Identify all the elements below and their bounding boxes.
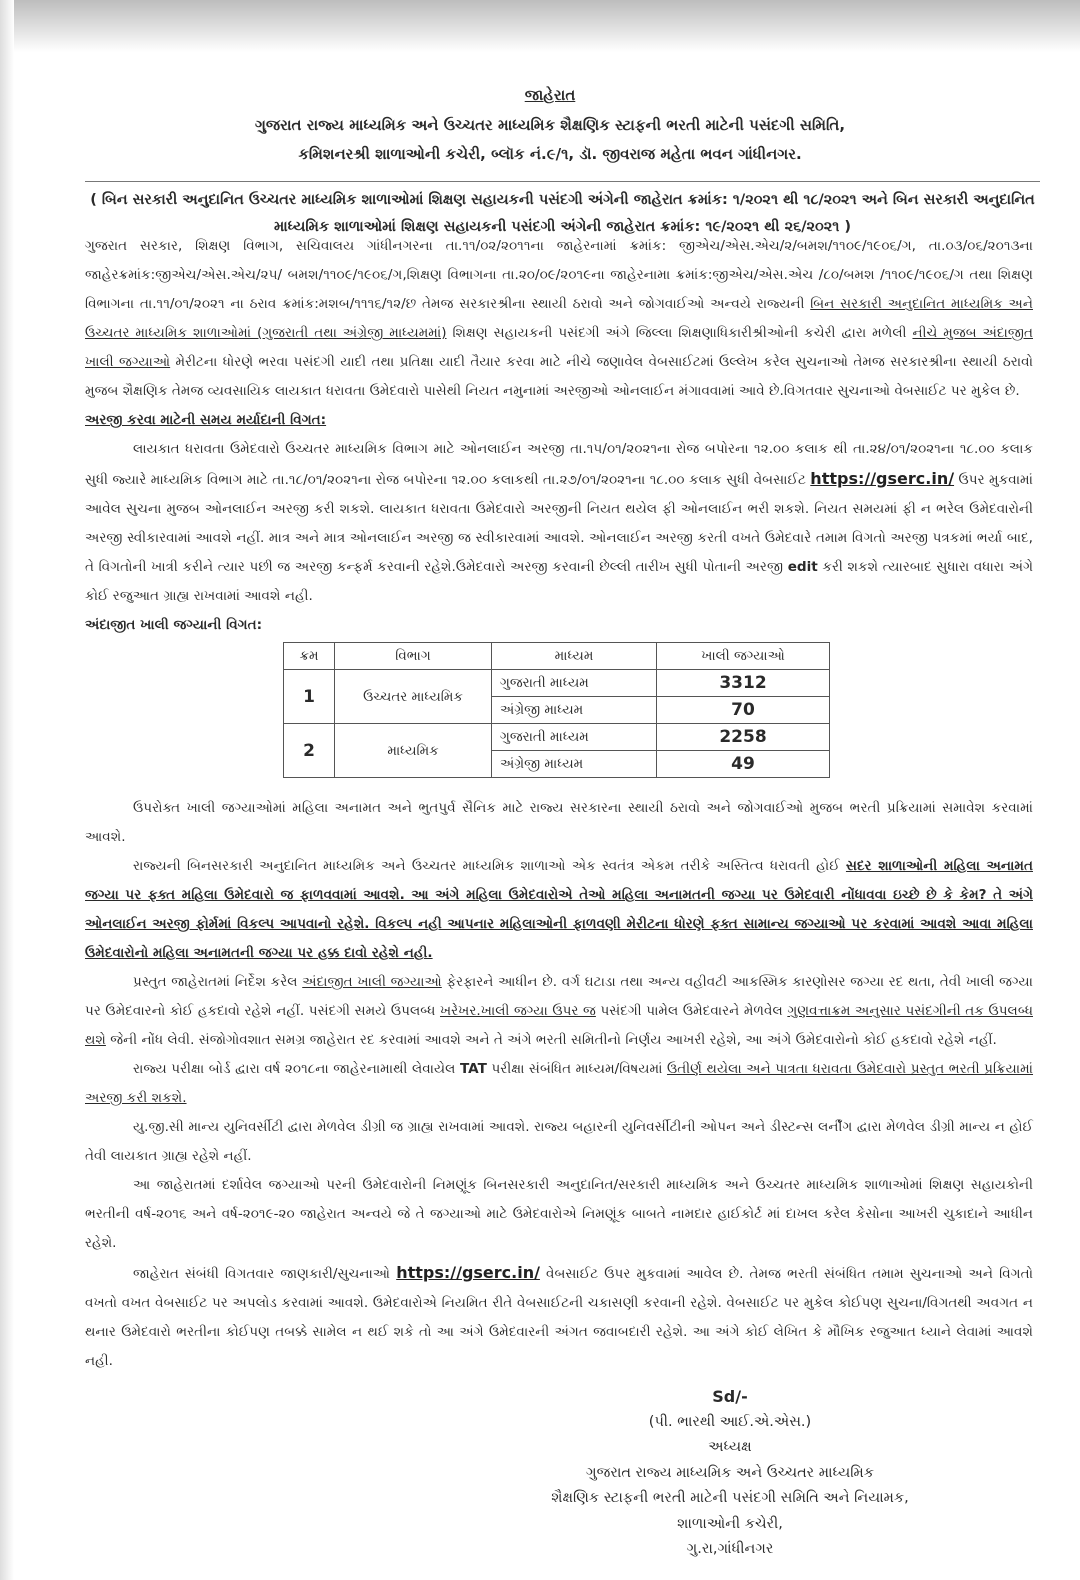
notice-title [0, 86, 1080, 104]
organization-name: ગુજરાત રાજ્ય માધ્યમિક અને ઉચ્ચતર માધ્યમિક શૈક્ષણિક સ્ટાફની ભરતી માટેની પસંદગી સમિતિ, [254, 116, 846, 134]
vacancy-table [283, 642, 830, 778]
vacancies-cell: 70 [657, 697, 830, 724]
timeline-heading: અરજી કરવા માટેની સમય મર્યાદાની વિગત: [85, 412, 327, 428]
vacancies-cell: 2258 [657, 724, 830, 751]
vacancy-heading: અંદાજીત ખાલી જગ્યાની વિગત: [85, 617, 263, 633]
text-segment: પરીક્ષા સંબંધિત માધ્યમ/વિષયમાં [486, 1061, 667, 1077]
text-segment: મેરીટના ધોરણે ભરવા પસંદગી યાદી તથા પ્રતિક્ષા યાદી તૈયાર કરવા માટે નીચે જણાવેલ વેબસાઈટમાં ઉલ્લેખ કરેલ સુચનાઓ તેમજ સરકારશ્રીના સ્થાયી ઠરાવો મુજબ શૈક્ષણિક તેમજ વ્યવસાયિક લાયકાત ધરાવતા ઉમેદવારો પાસેથી નિયત નમુનામાં અરજીઓ ઓનલાઈન મંગાવવામાં આવે છે.વિગતવાર સુચનાઓ વેબસાઈટ પર મુકેલ છે. [85, 354, 1033, 399]
organization-address: કમિશનરશ્રી શાળાઓની કચેરી, બ્લૉક નં.૯/૧, ડૉ. જીવરાજ મહેતા ભવન ગાંધીનગર. [298, 145, 802, 163]
signatory-line: શાળાઓની કચેરી, [677, 1515, 783, 1532]
text-segment: ગુજરાત સરકાર, શિક્ષણ વિભાગ, સચિવાલય ગાંધીનગરના તા.૧૧/૦૨/૨૦૧૧ના જાહેરનામાં ક્રમાંક: જીએચ/એસ.એચ/૨/બમશ/૧૧૦૯/૧૯૦૬/ગ, તા.૦૩/૦૬/૨૦૧૩ના જાહેરક્રમાંક:જીએચ/એસ.એચ/૨૫/ બમશ/૧૧૦૯/૧૯૦૬/ગ,શિક્ષણ વિભાગના તા.૨૦/૦૯/૨૦૧૯ના જાહેરનામા ક્રમાંક:જીએચ/એસ.એચ /૮૦/બમશ /૧૧૦૯/૧૯૦૬/ગ તથા શિક્ષણ વિભાગના તા.૧૧/૦૧/૨૦૨૧ ના ઠરાવ ક્રમાંક:મશબ/૧૧૧૬/૧૨/છ તેમજ સરકારશ્રીના સ્થાયી ઠરાવો અને જોગવાઈઓ અન્વયે રાજ્યની [85, 238, 1033, 312]
text-segment: નીચે મુજબ અંદાજીત ખાલી જગ્યાઓ [85, 325, 1033, 370]
notice-paragraph [85, 1055, 1033, 1113]
vacancies-cell: 49 [657, 751, 830, 778]
signatory-designation: અધ્યક્ષ [708, 1439, 752, 1455]
bold-text: સદર શાળાઓની મહિલા અનામત જગ્યા પર ફક્ત મહિલા ઉમેદવારો જ ફાળવવામાં આવશે. આ અંગે મહિલા ઉમેદવારોએ તેઓ મહિલા અનામતની જગ્યા પર ઉમેદવારી નોંધાવવા ઇચ્છે છે કે કેમ? તે અંગે ઓનલાઈન અરજી ફોર્મમાં વિકલ્પ આપવાનો રહેશે. વિકલ્પ નહી આપનાર મહિલાઓની ફાળવણી મેરીટના ધોરણે ફક્ત સામાન્ય જગ્યાઓ પર કરવામાં આવશે આવા મહિલા ઉમેદવારોનો મહિલા અનામતની જગ્યા પર હક્ક દાવો રહેશે નહી. [85, 858, 1033, 961]
scan-edge-left [0, 0, 14, 1580]
signatory-line: ગુ.રા,ગાંધીનગર [686, 1541, 774, 1557]
notice-paragraph [85, 852, 1033, 968]
col-header-department: વિભાગ [335, 643, 492, 670]
scan-edge [0, 0, 1080, 52]
medium-cell: અંગ્રેજી માધ્યમ [492, 697, 657, 724]
notice-paragraph [85, 1258, 1033, 1376]
text-segment: અંદાજીત ખાલી જગ્યાઓ [302, 974, 442, 990]
col-header-serial: ક્રમ [284, 643, 335, 670]
text-segment: ખરેખર.ખાલી જગ્યા ઉપર જ [439, 1003, 596, 1019]
table-header-row [284, 643, 830, 670]
signatory-name: (પી. ભારથી આઈ.એ.એસ.) [648, 1413, 812, 1430]
text-segment: ગુણવત્તાક્રમ અનુસાર પસંદગીની તક ઉપલબ્ધ થશે [85, 1003, 1033, 1048]
divider [85, 181, 1040, 182]
text-segment: પસંદગી પામેલ ઉમેદવારને મેળવેલ [595, 1003, 788, 1019]
text-segment: યુ.જી.સી માન્ય યુનિવર્સીટી દ્વારા મેળવેલ ડીગ્રી જ ગ્રાહ્ય રાખવામાં આવશે. રાજ્ય બહારની યુનિવર્સીટીની ઓપન અને ડીસ્ટન્સ લર્નીંગ દ્વારા મેળવેલ ડીગ્રી માન્ય ન હોઈ તેવી લાયકાત ગ્રાહ્ય રહેશે નહીં. [85, 1119, 1033, 1164]
text-segment: લાયકાત ધરાવતા ઉમેદવારો ઉચ્ચતર માધ્યમિક વિભાગ માટે ઓનલાઈન અરજી તા.૧૫/૦૧/૨૦૨૧ના રોજ બપોરના ૧૨.૦૦ કલાક થી તા.૨૪/૦૧/૨૦૨૧ના ૧૮.૦૦ કલાક સુધી જ્યારે માધ્યમિક વિભાગ માટે તા.૧૮/૦૧/૨૦૨૧ના રોજ બપોરના ૧૨.૦૦ કલાકથી તા.૨૭/૦૧/૨૦૨૧ના ૧૮.૦૦ કલાક સુધી વેબસાઈટ [85, 441, 1033, 488]
table-row [284, 724, 830, 751]
text-segment: રાજ્યની બિનસરકારી અનુદાનિત માધ્યમિક અને ઉચ્ચતર માધ્યમિક શાળાઓ એક સ્વતંત્ર એકમ તરીકે અસ્તિત્વ ધરાવતી હોઈ [133, 858, 846, 874]
text-segment: ઉપરોક્ત ખાલી જગ્યાઓમાં મહિલા અનામત અને ભુતપુર્વ સૈનિક માટે રાજ્ય સરકારના સ્થાયી ઠરાવો અને જોગવાઈઓ મુજબ ભરતી પ્રક્રિયામાં સમાવેશ કરવામાં આવશે. [85, 800, 1033, 845]
signature-sd: Sd/- [712, 1387, 748, 1406]
text-segment: બિન સરકારી અનુદાનિત માધ્યમિક અને ઉચ્ચતર માધ્યમિક શાળાઓમાં (ગુજરાતી તથા અંગ્રેજી માધ્યમમાં) [85, 296, 1033, 341]
text-segment: જાહેરાત સંબંધી વિગતવાર જાણકારી/સુચનાઓ [133, 1266, 397, 1282]
text-segment: કરી શકશે ત્યારબાદ સુધારા વધારા અંગે કોઈ રજુઆત ગ્રાહ્ય રાખવામાં આવશે નહી. [85, 559, 1034, 604]
table-row [284, 670, 830, 697]
text-segment: જેની નોંધ લેવી. સંજોગોવશાત સમગ્ર જાહેરાત રદ કરવામાં આવશે અને તે અંગે ભરતી સમિતીનો નિર્ણય આખરી રહેશે, આ અંગે ઉમેદવારોનો કોઈ હકદાવો રહેશે નહીં. [105, 1032, 997, 1048]
department-cell: માધ્યમિક [335, 724, 492, 778]
medium-cell: ગુજરાતી માધ્યમ [492, 724, 657, 751]
text-segment: શિક્ષણ સહાયકની પસંદગી અંગે જિલ્લા શિક્ષણાધિકારીશ્રીઓની કચેરી દ્વારા મળેલી [446, 325, 913, 341]
col-header-medium: માધ્યમ [492, 643, 657, 670]
text-segment: વેબસાઈટ ઉપર મુકવામાં આવેલ છે. તેમજ ભરતી સંબંધિત તમામ સુચનાઓ અને વિગતો વખતો વખત વેબસાઈટ પર અપલોડ કરવામાં આવશે. ઉમેદવારોએ નિયમિત રીતે વેબસાઈટની ચકાસણી કરવાની રહેશે. વેબસાઈટ પર મુકેલ કોઈપણ સુચના/વિગતથી અવગત ન થનાર ઉમેદવારો ભરતીના કોઈપણ તબક્કે સામેલ ન થઈ શકે તો આ અંગે ઉમેદવારની અંગત જવાબદારી રહેશે. આ અંગે કોઈ લેખિત કે મૌખિક રજુઆત ધ્યાને લેવામાં આવશે નહી. [85, 1266, 1033, 1369]
medium-cell: અંગ્રેજી માધ્યમ [492, 751, 657, 778]
serial-cell: 1 [284, 670, 335, 724]
notice-body [85, 232, 1033, 1376]
col-header-vacancies: ખાલી જગ્યાઓ [657, 643, 830, 670]
signatory-line: ગુજરાત રાજ્ય માધ્યમિક અને ઉચ્ચતર માધ્યમિક [586, 1464, 874, 1481]
notice-subject: ( બિન સરકારી અનુદાનિત ઉચ્ચતર માધ્યમિક શાળાઓમાં શિક્ષણ સહાયકની પસંદગી અંગેની જાહેરાત ક્રમાંક: ૧/૨૦૨૧ થી ૧૮/૨૦૨૧ અને બિન સરકારી અનુદાનિત માધ્યમિક શાળાઓમાં શિક્ષણ સહાયકની પસંદગી અંગેની જાહેરાત ક્રમાંક: ૧૯/૨૦૨૧ થી ૨૬/૨૦૨૧ ) [90, 192, 1035, 235]
bold-text: edit [787, 559, 818, 575]
medium-cell: ગુજરાતી માધ્યમ [492, 670, 657, 697]
department-cell: ઉચ્ચતર માધ્યમિક [335, 670, 492, 724]
vacancies-cell: 3312 [657, 670, 830, 697]
text-segment: ઉપર મુકવામાં આવેલ સુચના મુજબ ઓનલાઈન અરજી કરી શકશે. લાયકાત ધરાવતા ઉમેદવારો અરજીની નિયત થયેલ ફી ઓનલાઈન ભરી શકશે. નિયત સમયમાં ફી ન ભરેલ ઉમેદવારોની અરજી સ્વીકારવામાં આવશે નહીં. માત્ર અને માત્ર ઓનલાઈન અરજી જ સ્વીકારવામાં આવશે. ઓનલાઈન અરજી કરતી વખતે ઉમેદવારે તમામ વિગતો અરજી પત્રકમાં ભર્યા બાદ, તે વિગતોની ખાત્રી કરીને ત્યાર પછી જ અરજી કન્ફર્મ કરવાની રહેશે.ઉમેદવારો અરજી કરવાની છેલ્લી તારીખ સુધી પોતાની અરજી [85, 472, 1034, 575]
notice-paragraph [85, 968, 1033, 1055]
text-segment: આ જાહેરાતમાં દર્શાવેલ જગ્યાઓ પરની ઉમેદવારોની નિમણૂંક બિનસરકારી અનુદાનિત/સરકારી માધ્યમિક અને ઉચ્ચતર માધ્યમિક શાળાઓમાં શિક્ષણ સહાયકોની ભરતીની વર્ષ-૨૦૧૬ અને વર્ષ-૨૦૧૯-૨૦ જાહેરાત અન્વયે જે તે જગ્યાઓ માટે ઉમેદવારોએ નિમણૂંક બાબતે નામદાર હાઈકોર્ટ માં દાખલ કરેલ કેસોના આખરી ચુકાદાને આધીન રહેશે. [85, 1177, 1033, 1251]
timeline-paragraph [85, 435, 1033, 611]
signature-block [500, 1384, 960, 1563]
text-segment: ફેરફારને આધીન છે. વર્ગ ઘટાડા તથા અન્ય વહીવટી આકસ્મિક કારણોસર જગ્યા રદ થતા, તેવી ખાલી જગ્યા પર ઉમેદવારનો કોઈ હકદાવો રહેશે નહીં. પસંદગી સમયે ઉપલબ્ધ [85, 974, 1034, 1019]
signatory-line: શૈક્ષણિક સ્ટાફની ભરતી માટેની પસંદગી સમિતિ અને નિયામક, [551, 1490, 909, 1506]
website-link[interactable]: https://gserc.in/ [396, 1263, 540, 1282]
notice-title-text: જાહેરાત [524, 86, 576, 104]
text-segment: રાજ્ય પરીક્ષા બોર્ડ દ્વારા વર્ષ ૨૦૧૮ના જાહેરનામાથી લેવાયેલ [133, 1061, 460, 1077]
text-segment: ઉતીર્ણ થયેલા અને પાત્રતા ધરાવતા ઉમેદવારો પ્રસ્તુત ભરતી પ્રક્રિયામાં અરજી કરી શકશે. [85, 1061, 1034, 1106]
intro-paragraph [85, 232, 1033, 406]
notice-paragraph [85, 1113, 1033, 1171]
bold-text: TAT [459, 1061, 487, 1077]
notice-paragraph [85, 794, 1033, 852]
notice-paragraph [85, 1171, 1033, 1258]
text-segment: પ્રસ્તુત જાહેરાતમાં નિર્દેશ કરેલ [133, 974, 303, 990]
serial-cell: 2 [284, 724, 335, 778]
website-link[interactable]: https://gserc.in/ [810, 469, 955, 488]
